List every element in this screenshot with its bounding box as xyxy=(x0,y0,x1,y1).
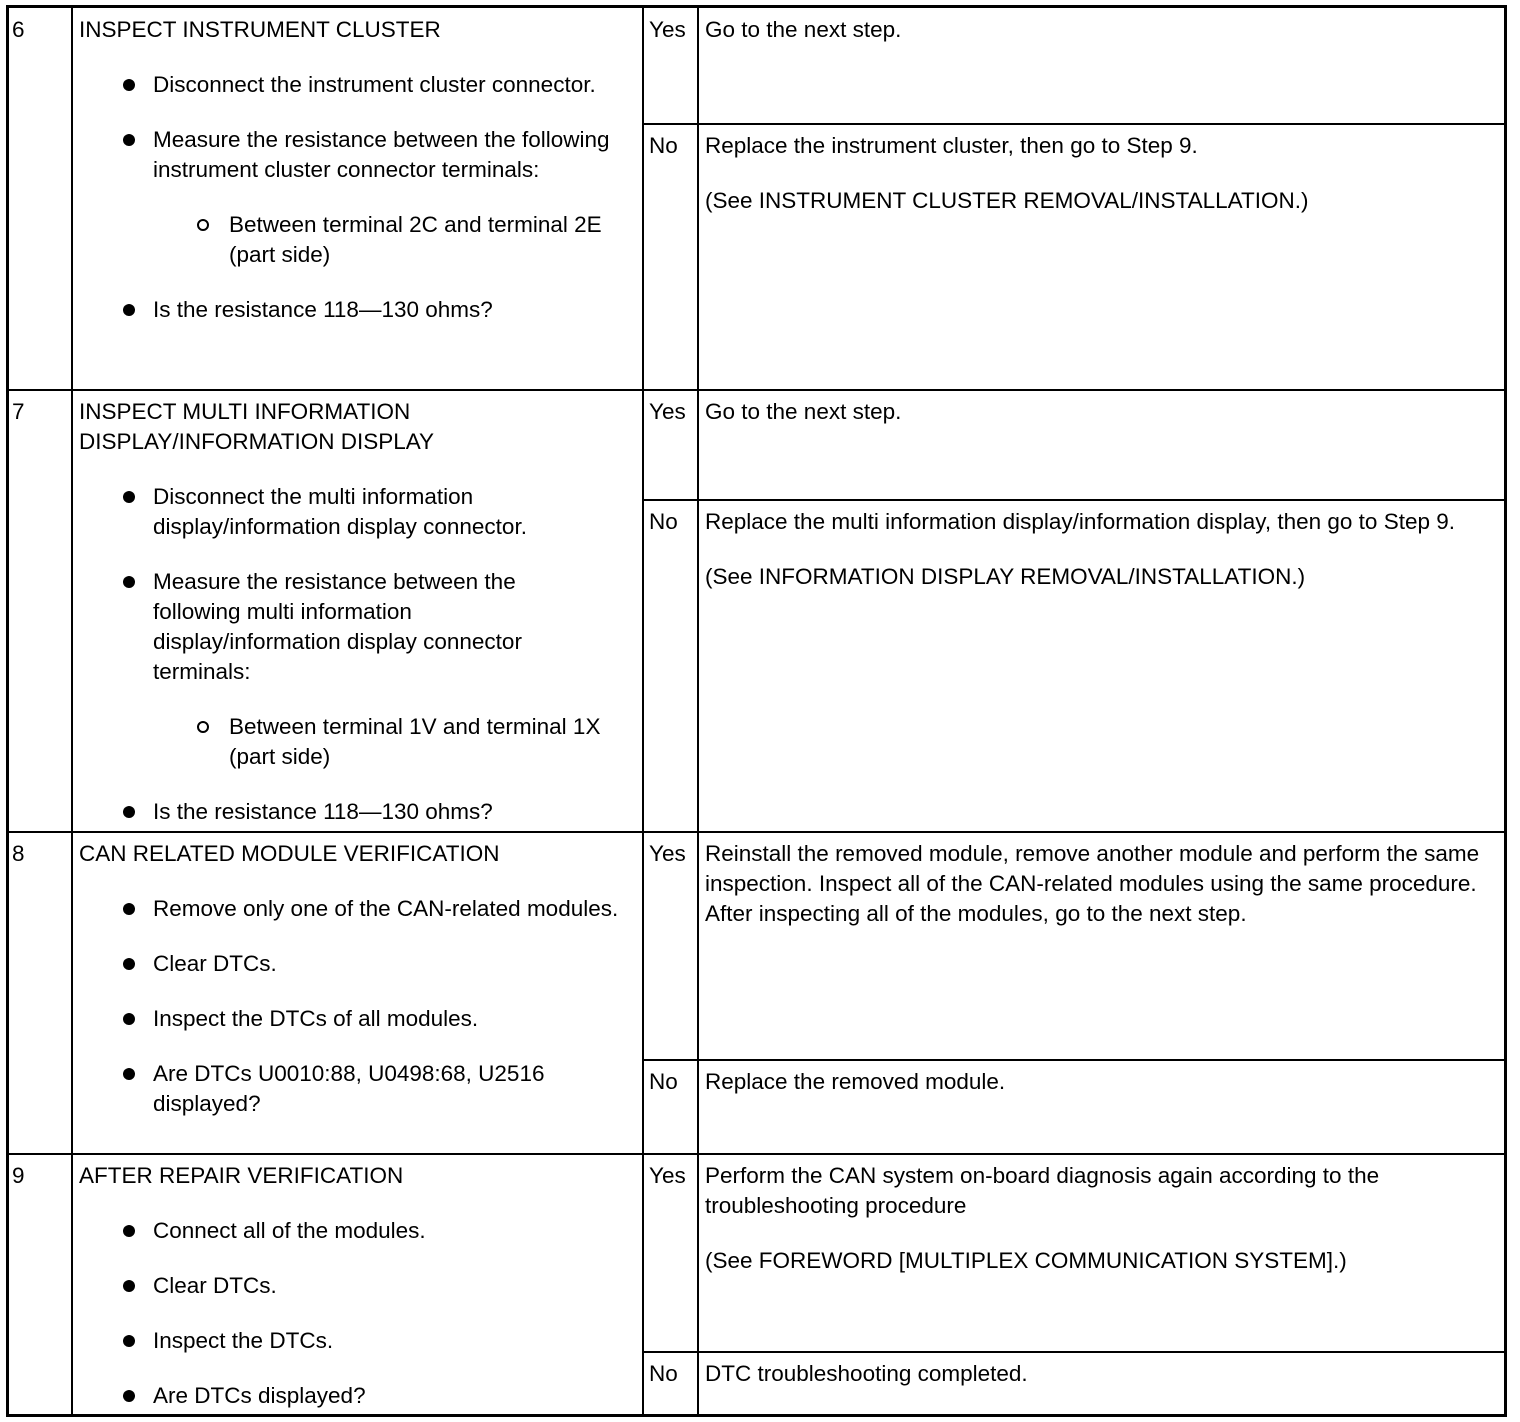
bullet-item: Clear DTCs. xyxy=(79,1271,639,1301)
step-title: INSPECT MULTI INFORMATION DISPLAY/INFORMATION DISPLAY xyxy=(79,399,435,454)
bullet-item: Inspect the DTCs. xyxy=(79,1326,639,1356)
step-content xyxy=(79,1161,639,1411)
step-bullet-list xyxy=(79,482,639,827)
no-action-block xyxy=(705,131,1505,216)
yes-label: Yes xyxy=(649,1163,686,1188)
bullet-text: Measure the resistance between the following instrument cluster connector terminals: xyxy=(153,127,610,182)
step-bullet-list xyxy=(79,1216,639,1411)
bullet-item xyxy=(79,125,639,270)
sub-bullet-list xyxy=(153,712,639,772)
yes-action-block xyxy=(705,1161,1505,1276)
step-number: 7 xyxy=(12,399,25,424)
sub-bullet-item: Between terminal 2C and terminal 2E (part side) xyxy=(153,210,639,270)
column-divider xyxy=(697,8,699,1414)
step-number: 6 xyxy=(12,17,25,42)
reference-note: (See INSTRUMENT CLUSTER REMOVAL/INSTALLATION.) xyxy=(705,188,1309,213)
bullet-item: Is the resistance 118—130 ohms? xyxy=(79,797,639,827)
yes-action: Reinstall the removed module, remove another module and perform the same inspection. Inspect all of the CAN-related modules using the same procedure. After inspecting all of the modules, go to the next step. xyxy=(705,841,1480,926)
no-action: DTC troubleshooting completed. xyxy=(705,1361,1028,1386)
row-divider xyxy=(9,1153,1504,1155)
diagnostic-procedure-table xyxy=(6,5,1507,1417)
reference-note: (See INFORMATION DISPLAY REMOVAL/INSTALLATION.) xyxy=(705,564,1306,589)
column-divider xyxy=(642,8,644,1414)
bullet-item: Inspect the DTCs of all modules. xyxy=(79,1004,639,1034)
bullet-item: Clear DTCs. xyxy=(79,949,639,979)
sub-bullet-list xyxy=(153,210,639,270)
yes-no-divider xyxy=(643,1059,1504,1061)
bullet-item: Disconnect the multi information display/information display connector. xyxy=(79,482,639,542)
yes-label: Yes xyxy=(649,399,686,424)
step-title: CAN RELATED MODULE VERIFICATION xyxy=(79,841,500,866)
step-bullet-list xyxy=(79,894,639,1119)
no-label: No xyxy=(649,1361,678,1386)
step-content xyxy=(79,397,639,827)
reference-note: (See FOREWORD [MULTIPLEX COMMUNICATION SYSTEM].) xyxy=(705,1248,1347,1273)
step-number: 9 xyxy=(12,1163,25,1188)
yes-no-divider xyxy=(643,123,1504,125)
bullet-item: Connect all of the modules. xyxy=(79,1216,639,1246)
row-divider xyxy=(9,389,1504,391)
step-title: INSPECT INSTRUMENT CLUSTER xyxy=(79,17,441,42)
no-action: Replace the instrument cluster, then go to Step 9. xyxy=(705,133,1198,158)
yes-action: Go to the next step. xyxy=(705,399,902,424)
bullet-item: Are DTCs U0010:88, U0498:68, U2516 displayed? xyxy=(79,1059,639,1119)
yes-label: Yes xyxy=(649,17,686,42)
step-content xyxy=(79,15,639,325)
step-content xyxy=(79,839,639,1119)
no-label: No xyxy=(649,1069,678,1094)
no-action: Replace the removed module. xyxy=(705,1069,1006,1094)
bullet-item: Remove only one of the CAN-related modules. xyxy=(79,894,639,924)
yes-label: Yes xyxy=(649,841,686,866)
bullet-text: Measure the resistance between the following multi information display/information display connector terminals: xyxy=(153,569,522,684)
no-label: No xyxy=(649,509,678,534)
bullet-item xyxy=(79,567,639,772)
step-title: AFTER REPAIR VERIFICATION xyxy=(79,1163,404,1188)
yes-no-divider xyxy=(643,499,1504,501)
no-label: No xyxy=(649,133,678,158)
yes-action: Perform the CAN system on-board diagnosis again according to the troubleshooting procedure xyxy=(705,1163,1380,1218)
row-divider xyxy=(9,831,1504,833)
no-action: Replace the multi information display/information display, then go to Step 9. xyxy=(705,509,1455,534)
yes-no-divider xyxy=(643,1351,1504,1353)
yes-action: Go to the next step. xyxy=(705,17,902,42)
no-action-block xyxy=(705,507,1505,592)
step-bullet-list xyxy=(79,70,639,325)
step-number: 8 xyxy=(12,841,25,866)
column-divider xyxy=(71,8,73,1414)
bullet-item: Disconnect the instrument cluster connector. xyxy=(79,70,639,100)
bullet-item: Are DTCs displayed? xyxy=(79,1381,639,1411)
sub-bullet-item: Between terminal 1V and terminal 1X (part side) xyxy=(153,712,639,772)
bullet-item: Is the resistance 118—130 ohms? xyxy=(79,295,639,325)
